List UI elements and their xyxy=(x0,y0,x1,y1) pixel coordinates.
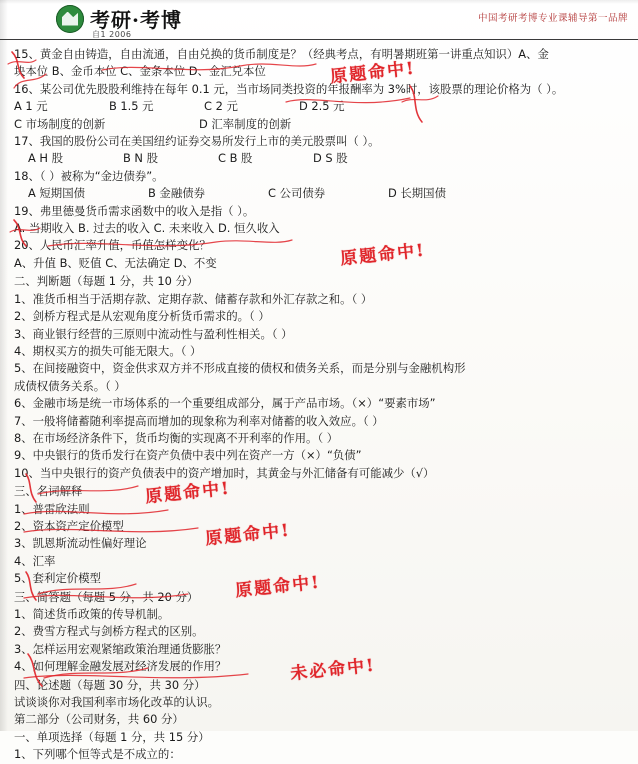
section-item: 4、期权买方的损失可能无限大。（ ） xyxy=(14,343,202,358)
option-d: D 汇率制度的创新 xyxy=(199,116,292,131)
header-banner: 中国考研考博专业课辅导第一品牌 xyxy=(477,13,628,24)
option-c: C B 股 xyxy=(218,151,253,166)
section-item: 5、在间接融资中，资金供求双方并不形成直接的债权和债务关系，而是分别与金融机构形 xyxy=(14,361,466,376)
section-item: 3、怎样运用宏观紧缩政策治理通货膨胀？ xyxy=(14,641,227,656)
question-item: 16、某公司优先股股利维持在每年 0.1 元，当市场同类投资的年报酬率为 3%时，该股票的理论价格为（ ）。 xyxy=(14,81,564,96)
section-title: 三、简答题（每题 5 分，共 20 分） xyxy=(14,589,199,604)
section-item: 9、中央银行的货币发行在资产负债中表中列在资产一方（×）“负债” xyxy=(14,448,362,463)
option-a: A 短期国债 xyxy=(28,186,85,201)
part-item: 1、下列哪个恒等式是不成立的： xyxy=(14,747,181,762)
option-b: B 1.5 元 xyxy=(109,99,154,114)
section-item: 5、套利定价模型 xyxy=(14,571,101,586)
option-d: D S 股 xyxy=(313,151,348,166)
annotation-text: 原题命中! xyxy=(144,478,232,508)
question-item: 19、弗里德曼货币需求函数中的收入是指（ ）。 xyxy=(14,203,255,218)
option-c: C 市场制度的创新 xyxy=(14,116,106,131)
section-title: 四、论述题（每题 30 分，共 30 分） xyxy=(14,677,206,692)
question-item: 块本位 B、金币本位 C、金条本位 D、金汇兑本位 xyxy=(14,64,266,79)
section-title: 三、名词解释 xyxy=(14,484,83,499)
brand-title: 考研·考博 xyxy=(90,8,182,32)
option-a: A 1 元 xyxy=(14,99,48,114)
question-options xyxy=(14,150,624,167)
section-item: 2、剑桥方程式是从宏观角度分析货币需求的。（ ） xyxy=(14,309,270,324)
option-c: C 2 元 xyxy=(204,99,238,114)
section-item: 3、凯恩斯流动性偏好理论 xyxy=(14,536,147,551)
page-header xyxy=(0,0,638,40)
document-body xyxy=(0,40,638,764)
question-item: 20、人民币汇率升值，币值怎样变化？ xyxy=(14,238,211,253)
annotation-text: 原题命中! xyxy=(204,520,292,550)
part-title: 第二部分（公司财务，共 60 分） xyxy=(14,712,184,727)
section-item: 1、普雷欣法则 xyxy=(14,501,90,516)
section-item: 1、简述货币政策的传导机制。 xyxy=(14,607,170,621)
section-item: 1、准货币相当于活期存款、定期存款、储蓄存款和外汇存款之和。（ ） xyxy=(14,291,373,306)
section-title: 二、判断题（每题 1 分，共 10 分） xyxy=(14,274,199,289)
section-item: 7、一般将储蓄随利率提高而增加的现象称为利率对储蓄的收入效应。（ ） xyxy=(14,413,384,428)
section-item: 6、金融市场是统一市场体系的一个重要组成部分，属于产品市场。（×）“要素市场” xyxy=(14,396,436,411)
question-item: 15、黄金自由铸造，自由流通，自由兑换的货币制度是？（经典考点，有明暑期班第一讲重点知识）A、金 xyxy=(14,47,549,61)
section-item: 8、在市场经济条件下，货币均衡的实现离不开利率的作用。（ ） xyxy=(14,430,339,445)
option-a: A H 股 xyxy=(28,151,63,166)
section-item: 2、资本资产定价模型 xyxy=(14,518,124,533)
annotation-text: 原题命中! xyxy=(329,58,417,88)
question-item: 18、（ ）被称为“金边债券”。 xyxy=(14,168,164,183)
brand-subtitle: 自1 2006 xyxy=(92,30,132,39)
question-options xyxy=(14,98,624,115)
option-d: D 长期国债 xyxy=(388,186,446,201)
section-item: 4、汇率 xyxy=(14,553,56,568)
question-options xyxy=(14,185,624,202)
part-subtitle: 一、单项选择（每题 1 分，共 15 分） xyxy=(14,729,210,744)
annotation-text: 未必命中! xyxy=(289,655,377,685)
question-options xyxy=(14,116,624,133)
section-item: 4、如何理解金融发展对经济发展的作用？ xyxy=(14,659,227,674)
option-c: C 公司债券 xyxy=(268,186,326,201)
section-item: 10、当中央银行的资产负债表中的资产增加时，其黄金与外汇储备有可能减少（√） xyxy=(14,465,435,480)
question-options: A. 当期收入 B. 过去的收入 C. 未来收入 D. 恒久收入 xyxy=(14,221,280,236)
question-item: 17、我国的股份公司在美国纽约证券交易所发行上市的美元股票叫（ ）。 xyxy=(14,134,380,149)
option-b: B 金融债券 xyxy=(148,186,205,201)
question-options: A、升值 B、贬值 C、无法确定 D、不变 xyxy=(14,255,217,270)
section-item: 试谈谈你对我国利率市场化改革的认识。 xyxy=(14,695,220,710)
annotation-text: 原题命中! xyxy=(339,240,427,270)
section-item: 成债权债务关系。（ ） xyxy=(14,378,126,393)
green-circle-leaf-logo-icon xyxy=(56,5,84,33)
option-b: B N 股 xyxy=(123,151,158,166)
annotation-text: 原题命中! xyxy=(234,572,322,602)
section-item: 2、费雪方程式与剑桥方程式的区别。 xyxy=(14,624,204,639)
option-d: D 2.5 元 xyxy=(299,99,345,114)
section-item: 3、商业银行经营的三原则中流动性与盈利性相关。（ ） xyxy=(14,326,293,341)
